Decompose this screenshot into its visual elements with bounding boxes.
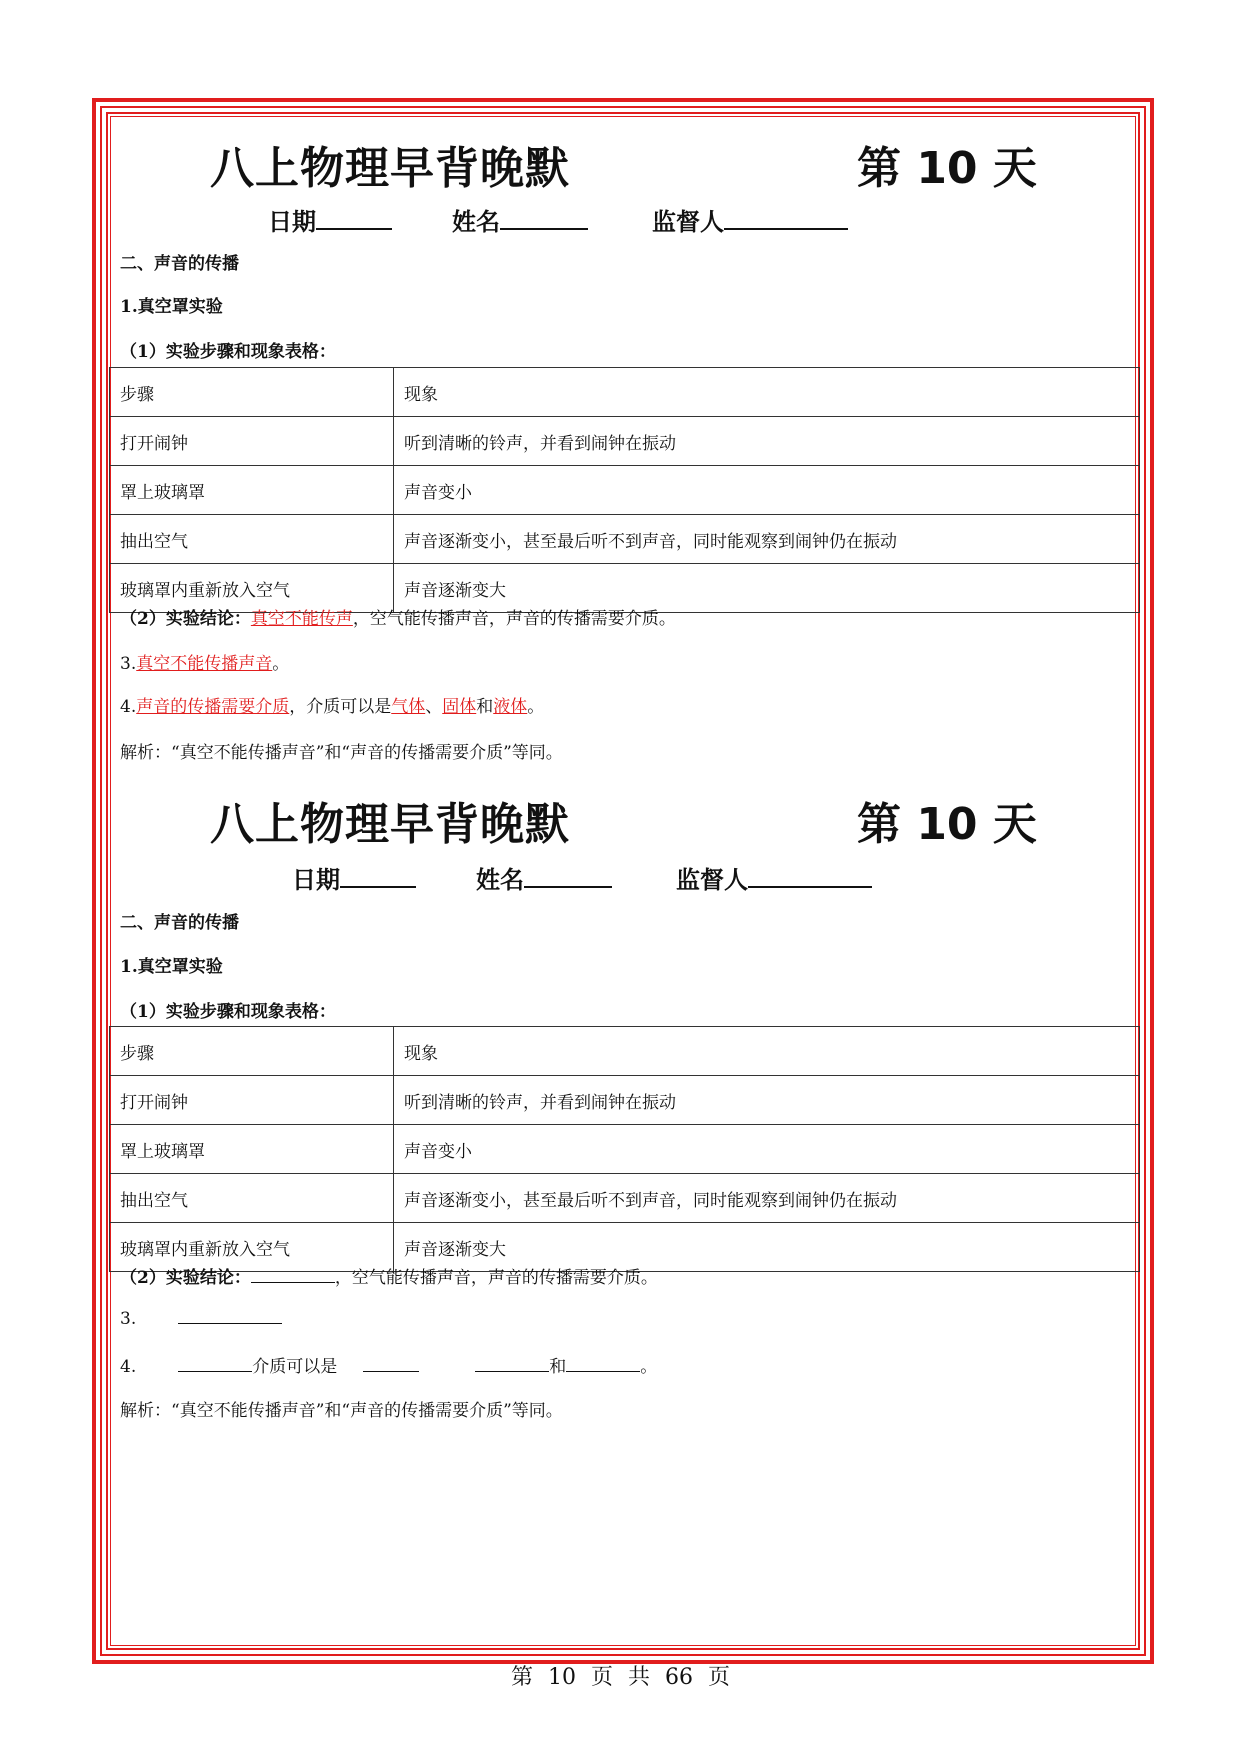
name-field bbox=[452, 202, 588, 237]
table-row bbox=[110, 417, 1140, 466]
phenomenon-cell: 声音逐渐变小，甚至最后听不到声音，同时能观察到闹钟仍在振动 bbox=[394, 1174, 1140, 1223]
date-blank[interactable] bbox=[340, 864, 416, 888]
conclusion-line bbox=[120, 1263, 658, 1288]
conclusion-label: （2）实验结论： bbox=[120, 609, 251, 629]
experiment-title: 1.真空罩实验 bbox=[120, 957, 223, 977]
conclusion-answer: 真空不能传声 bbox=[250, 609, 353, 629]
item-4-number: 4. bbox=[120, 697, 137, 717]
medium-solid: 固体 bbox=[442, 697, 477, 717]
item-3-answer: 真空不能传播声音 bbox=[136, 654, 273, 674]
name-label: 姓名 bbox=[476, 866, 524, 894]
item-3-line bbox=[120, 649, 289, 674]
analysis-note: 解析：“真空不能传播声音”和“声音的传播需要介质”等同。 bbox=[120, 1401, 563, 1421]
phenomenon-cell: 听到清晰的铃声，并看到闹钟在振动 bbox=[394, 417, 1140, 466]
step-cell: 玻璃罩内重新放入空气 bbox=[110, 564, 394, 613]
item-4-line bbox=[120, 1352, 657, 1377]
table-header-cell: 步骤 bbox=[110, 1027, 394, 1076]
item-3-number: 3. bbox=[120, 654, 137, 674]
medium-blank-2[interactable] bbox=[475, 1355, 549, 1372]
phenomenon-cell: 声音逐渐变大 bbox=[394, 564, 1140, 613]
item-4-text: ，介质可以是 bbox=[289, 697, 392, 717]
table-header-cell: 现象 bbox=[394, 1027, 1140, 1076]
name-field bbox=[476, 860, 612, 895]
conclusion-label: （2）实验结论： bbox=[120, 1268, 251, 1288]
table-header-cell: 步骤 bbox=[110, 368, 394, 417]
supervisor-field bbox=[652, 202, 848, 237]
day-number: 第 10 天 bbox=[857, 799, 1037, 850]
item-4-blank[interactable] bbox=[178, 1355, 252, 1372]
medium-liquid: 液体 bbox=[493, 697, 528, 717]
analysis-note: 解析：“真空不能传播声音”和“声音的传播需要介质”等同。 bbox=[120, 743, 563, 763]
conclusion-line bbox=[120, 604, 676, 629]
name-label: 姓名 bbox=[452, 208, 500, 236]
medium-blank-1[interactable] bbox=[363, 1355, 419, 1372]
item-4-end: 。 bbox=[527, 697, 545, 717]
table-header-row bbox=[110, 368, 1140, 417]
phenomenon-cell: 声音变小 bbox=[394, 466, 1140, 515]
medium-gas: 气体 bbox=[391, 697, 426, 717]
item-4-text: 介质可以是 bbox=[252, 1357, 338, 1377]
step-cell: 抽出空气 bbox=[110, 515, 394, 564]
table-header-row bbox=[110, 1027, 1140, 1076]
medium-blank-3[interactable] bbox=[566, 1355, 640, 1372]
phenomenon-cell: 声音逐渐变大 bbox=[394, 1223, 1140, 1272]
item-4-answer: 声音的传播需要介质 bbox=[136, 697, 290, 717]
item-4-and: 和 bbox=[549, 1357, 567, 1377]
item-4-end: 。 bbox=[640, 1357, 658, 1377]
experiment-title: 1.真空罩实验 bbox=[120, 297, 223, 317]
supervisor-field bbox=[676, 860, 872, 895]
name-blank bbox=[500, 206, 588, 230]
step-cell: 打开闹钟 bbox=[110, 417, 394, 466]
item-4-and: 和 bbox=[476, 697, 494, 717]
date-blank bbox=[316, 206, 392, 230]
item-4-line bbox=[120, 692, 544, 717]
section-title: 二、声音的传播 bbox=[120, 913, 239, 933]
steps-table bbox=[109, 1026, 1140, 1272]
date-label: 日期 bbox=[292, 866, 340, 894]
item-4-number: 4. bbox=[120, 1357, 137, 1377]
step-cell: 抽出空气 bbox=[110, 1174, 394, 1223]
table-row bbox=[110, 1125, 1140, 1174]
table-header-cell: 现象 bbox=[394, 368, 1140, 417]
worksheet-title: 八上物理早背晚默 bbox=[210, 143, 570, 194]
name-blank[interactable] bbox=[524, 864, 612, 888]
conclusion-rest: ，空气能传播声音，声音的传播需要介质。 bbox=[334, 1268, 658, 1288]
table-row bbox=[110, 515, 1140, 564]
phenomenon-cell: 声音逐渐变小，甚至最后听不到声音，同时能观察到闹钟仍在振动 bbox=[394, 515, 1140, 564]
conclusion-blank[interactable] bbox=[251, 1266, 335, 1283]
table-row bbox=[110, 466, 1140, 515]
conclusion-rest: ，空气能传播声音，声音的传播需要介质。 bbox=[352, 609, 676, 629]
phenomenon-cell: 声音变小 bbox=[394, 1125, 1140, 1174]
item-3-end: 。 bbox=[272, 654, 290, 674]
item-3-line bbox=[120, 1307, 282, 1329]
supervisor-label: 监督人 bbox=[652, 208, 724, 236]
item-3-number: 3. bbox=[120, 1309, 137, 1329]
date-label: 日期 bbox=[268, 208, 316, 236]
steps-table bbox=[109, 367, 1140, 613]
item-4-separator: 、 bbox=[425, 697, 443, 717]
step-cell: 打开闹钟 bbox=[110, 1076, 394, 1125]
phenomenon-cell: 听到清晰的铃声，并看到闹钟在振动 bbox=[394, 1076, 1140, 1125]
supervisor-blank[interactable] bbox=[748, 864, 872, 888]
worksheet-title: 八上物理早背晚默 bbox=[210, 799, 570, 850]
table-row bbox=[110, 1076, 1140, 1125]
page-footer: 第 10 页 共 66 页 bbox=[511, 1665, 730, 1690]
table-row bbox=[110, 1174, 1140, 1223]
table-caption: （1）实验步骤和现象表格： bbox=[120, 1002, 336, 1022]
date-field bbox=[268, 202, 392, 237]
date-field bbox=[292, 860, 416, 895]
item-3-blank[interactable] bbox=[178, 1307, 282, 1324]
step-cell: 玻璃罩内重新放入空气 bbox=[110, 1223, 394, 1272]
step-cell: 罩上玻璃罩 bbox=[110, 466, 394, 515]
day-number: 第 10 天 bbox=[857, 143, 1037, 194]
section-title: 二、声音的传播 bbox=[120, 254, 239, 274]
supervisor-blank bbox=[724, 206, 848, 230]
table-caption: （1）实验步骤和现象表格： bbox=[120, 342, 336, 362]
supervisor-label: 监督人 bbox=[676, 866, 748, 894]
step-cell: 罩上玻璃罩 bbox=[110, 1125, 394, 1174]
